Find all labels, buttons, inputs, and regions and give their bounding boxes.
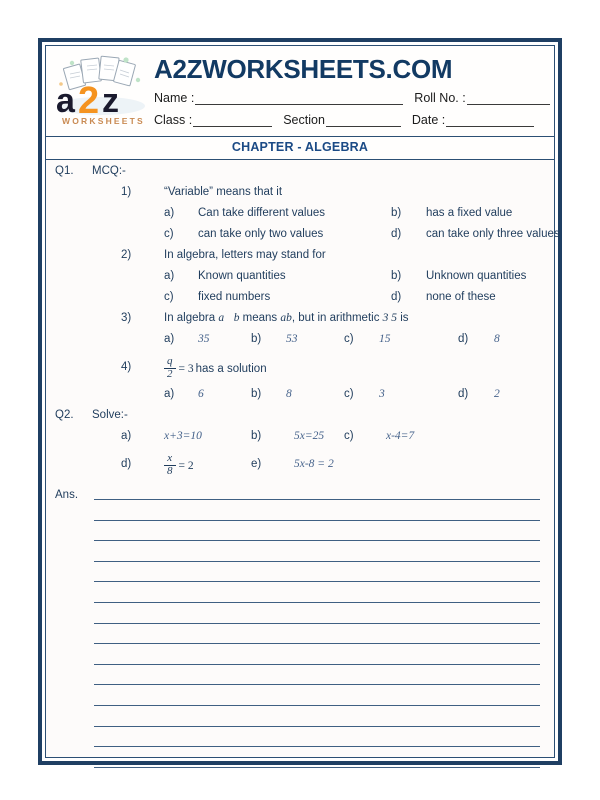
q2-number: Q2. <box>55 409 74 421</box>
q1-item-4-options-row <box>46 388 554 409</box>
answer-line[interactable] <box>94 603 540 624</box>
q1-item-4-stem-row <box>46 354 554 388</box>
q1-item-4-option-a-key: a) <box>164 388 175 400</box>
class-label: Class : <box>154 113 193 127</box>
q1-item-3-var-b: b <box>233 312 240 324</box>
q1-item-3-option-c-text[interactable]: 15 <box>379 333 391 345</box>
q1-item-4-fraction-denominator: 2 <box>164 368 176 381</box>
q1-item-3-option-d-key: d) <box>458 333 469 345</box>
q1-item-3-stem-part1: In algebra <box>164 312 216 324</box>
name-label: Name : <box>154 91 195 105</box>
q1-item-2-option-b-text[interactable]: Unknown quantities <box>426 270 527 282</box>
q1-label: MCQ:- <box>92 165 126 177</box>
q1-item-3-stem-part3: , but in arithmetic <box>291 312 380 324</box>
q1-item-2-number: 2) <box>121 249 132 261</box>
q1-item-4-stem-tail: has a solution <box>195 363 267 376</box>
q1-item-3-options-row <box>46 333 554 354</box>
q1-item-1-option-a-key: a) <box>164 207 175 219</box>
q1-item-4-option-b-key: b) <box>251 388 262 400</box>
svg-text:a: a <box>56 82 75 120</box>
answer-line[interactable] <box>94 541 540 562</box>
svg-text:WORKSHEETS: WORKSHEETS <box>62 116 145 126</box>
answer-line[interactable] <box>94 521 540 542</box>
q1-item-2-option-d-key: d) <box>391 291 402 303</box>
q1-item-4-option-c-key: c) <box>344 388 354 400</box>
name-input[interactable] <box>195 92 403 105</box>
worksheet-page-inner <box>45 45 560 758</box>
q2-item-d-key: d) <box>121 458 132 470</box>
q2-item-d-tail: = 2 <box>178 460 194 473</box>
answer-line[interactable] <box>94 562 540 583</box>
q1-item-3-option-b-text[interactable]: 53 <box>286 333 298 345</box>
worksheet-page <box>38 38 562 765</box>
q2-item-b-equation[interactable]: 5x=25 <box>294 430 325 442</box>
q1-item-1-stem: “Variable” means that it <box>164 186 283 198</box>
q1-item-2-option-b-key: b) <box>391 270 402 282</box>
q1-item-2-option-a-text[interactable]: Known quantities <box>198 270 286 282</box>
q1-item-3-stem <box>164 312 409 324</box>
q1-number: Q1. <box>55 165 74 177</box>
q2-item-b-key: b) <box>251 430 262 442</box>
q2-item-c-key: c) <box>344 430 354 442</box>
q2-item-a-equation[interactable]: x+3=10 <box>164 430 202 442</box>
q1-item-1-option-c-text[interactable]: can take only two values <box>198 228 324 240</box>
chapter-title: CHAPTER - ALGEBRA <box>231 140 369 154</box>
q1-item-3-var-a: a <box>218 312 225 324</box>
chapter-bar <box>46 137 554 160</box>
q1-item-3-stem-row <box>46 312 554 333</box>
answer-line[interactable] <box>94 489 540 500</box>
answer-line[interactable] <box>94 624 540 645</box>
q2-item-e-equation[interactable]: 5x-8 = 2 <box>294 458 334 470</box>
q1-item-3-num-35: 3 5 <box>382 312 398 324</box>
answer-label: Ans. <box>55 489 79 501</box>
brand-title: A2ZWORKSHEETS.COM <box>154 54 453 84</box>
section-input[interactable] <box>326 114 401 127</box>
q1-item-4-stem <box>164 357 267 382</box>
q1-item-3-var-ab: ab <box>280 312 292 324</box>
q1-item-2-options-row-1 <box>46 270 554 291</box>
answer-line[interactable] <box>94 582 540 603</box>
a2z-worksheets-logo <box>52 50 150 132</box>
answer-lines[interactable] <box>94 489 540 768</box>
q1-item-4-number: 4) <box>121 361 132 373</box>
answer-block <box>46 489 554 768</box>
q1-item-4-option-a-text[interactable]: 6 <box>198 388 204 400</box>
q1-item-3-option-b-key: b) <box>251 333 262 345</box>
q1-item-4-equals: = 3 <box>178 363 194 376</box>
answer-line[interactable] <box>94 685 540 706</box>
name-roll-row <box>154 91 551 105</box>
roll-input[interactable] <box>467 92 550 105</box>
class-input[interactable] <box>193 114 272 127</box>
q1-item-3-option-a-text[interactable]: 35 <box>198 333 210 345</box>
section-label: Section <box>283 113 325 127</box>
q2-item-d-equation[interactable] <box>164 454 194 479</box>
q1-item-4-option-d-key: d) <box>458 388 469 400</box>
q1-item-1-option-b-key: b) <box>391 207 402 219</box>
q2-header <box>46 409 554 430</box>
q1-item-2-option-c-text[interactable]: fixed numbers <box>198 291 271 303</box>
q1-header <box>46 165 554 186</box>
answer-line[interactable] <box>94 644 540 665</box>
q1-item-2-option-a-key: a) <box>164 270 175 282</box>
q1-item-2-option-c-key: c) <box>164 291 174 303</box>
q2-item-d-fraction-denominator: 8 <box>164 465 176 478</box>
q1-item-1-stem-row <box>46 186 554 207</box>
q1-item-1-option-b-text[interactable]: has a fixed value <box>426 207 513 219</box>
q1-item-1-options-row-1 <box>46 207 554 228</box>
q1-item-1-option-d-key: d) <box>391 228 402 240</box>
date-input[interactable] <box>446 114 534 127</box>
q1-item-3-option-a-key: a) <box>164 333 175 345</box>
answer-line[interactable] <box>94 706 540 727</box>
q1-item-4-option-c-text[interactable]: 3 <box>379 388 385 400</box>
q1-item-1-option-a-text[interactable]: Can take different values <box>198 207 326 219</box>
date-label: Date : <box>411 113 446 127</box>
answer-line[interactable] <box>94 727 540 748</box>
worksheet-header <box>46 46 554 137</box>
q2-item-a-key: a) <box>121 430 132 442</box>
logo-icon <box>52 50 150 132</box>
q2-label: Solve:- <box>92 409 128 421</box>
q1-item-3-stem-part4: is <box>400 312 409 324</box>
q2-item-d-fraction <box>164 453 176 478</box>
roll-label: Roll No. : <box>414 91 466 105</box>
class-section-date-row <box>154 113 535 127</box>
q1-item-1-option-d-text[interactable]: can take only three values <box>426 228 560 240</box>
q1-item-4-fraction-numerator: q <box>167 355 173 367</box>
q1-item-2-stem: In algebra, letters may stand for <box>164 249 326 261</box>
answer-line[interactable] <box>94 747 540 768</box>
svg-text:z: z <box>102 82 119 120</box>
q1-item-1-options-row-2 <box>46 228 560 249</box>
q2-item-c-equation[interactable]: x-4=7 <box>386 430 415 442</box>
q2-row-1 <box>46 430 554 451</box>
q1-item-1-option-c-key: c) <box>164 228 174 240</box>
q2-row-2 <box>46 451 554 485</box>
worksheet-body <box>46 160 560 768</box>
q1-item-2-options-row-2 <box>46 291 554 312</box>
q1-item-3-stem-part2: means <box>242 312 278 324</box>
svg-text:2: 2 <box>78 80 100 122</box>
q1-item-4-option-b-text[interactable]: 8 <box>286 388 292 400</box>
q2-item-e-key: e) <box>251 458 262 470</box>
answer-line[interactable] <box>94 665 540 686</box>
q1-item-3-number: 3) <box>121 312 132 324</box>
q1-item-1-number: 1) <box>121 186 132 198</box>
q1-item-3-option-d-text[interactable]: 8 <box>494 333 500 345</box>
q1-item-2-stem-row <box>46 249 554 270</box>
answer-line[interactable] <box>94 500 540 521</box>
q2-item-d-fraction-numerator: x <box>167 452 173 464</box>
q1-item-2-option-d-text[interactable]: none of these <box>426 291 496 303</box>
q1-item-4-fraction <box>164 356 176 381</box>
q1-item-3-option-c-key: c) <box>344 333 354 345</box>
q1-item-4-option-d-text[interactable]: 2 <box>494 388 500 400</box>
